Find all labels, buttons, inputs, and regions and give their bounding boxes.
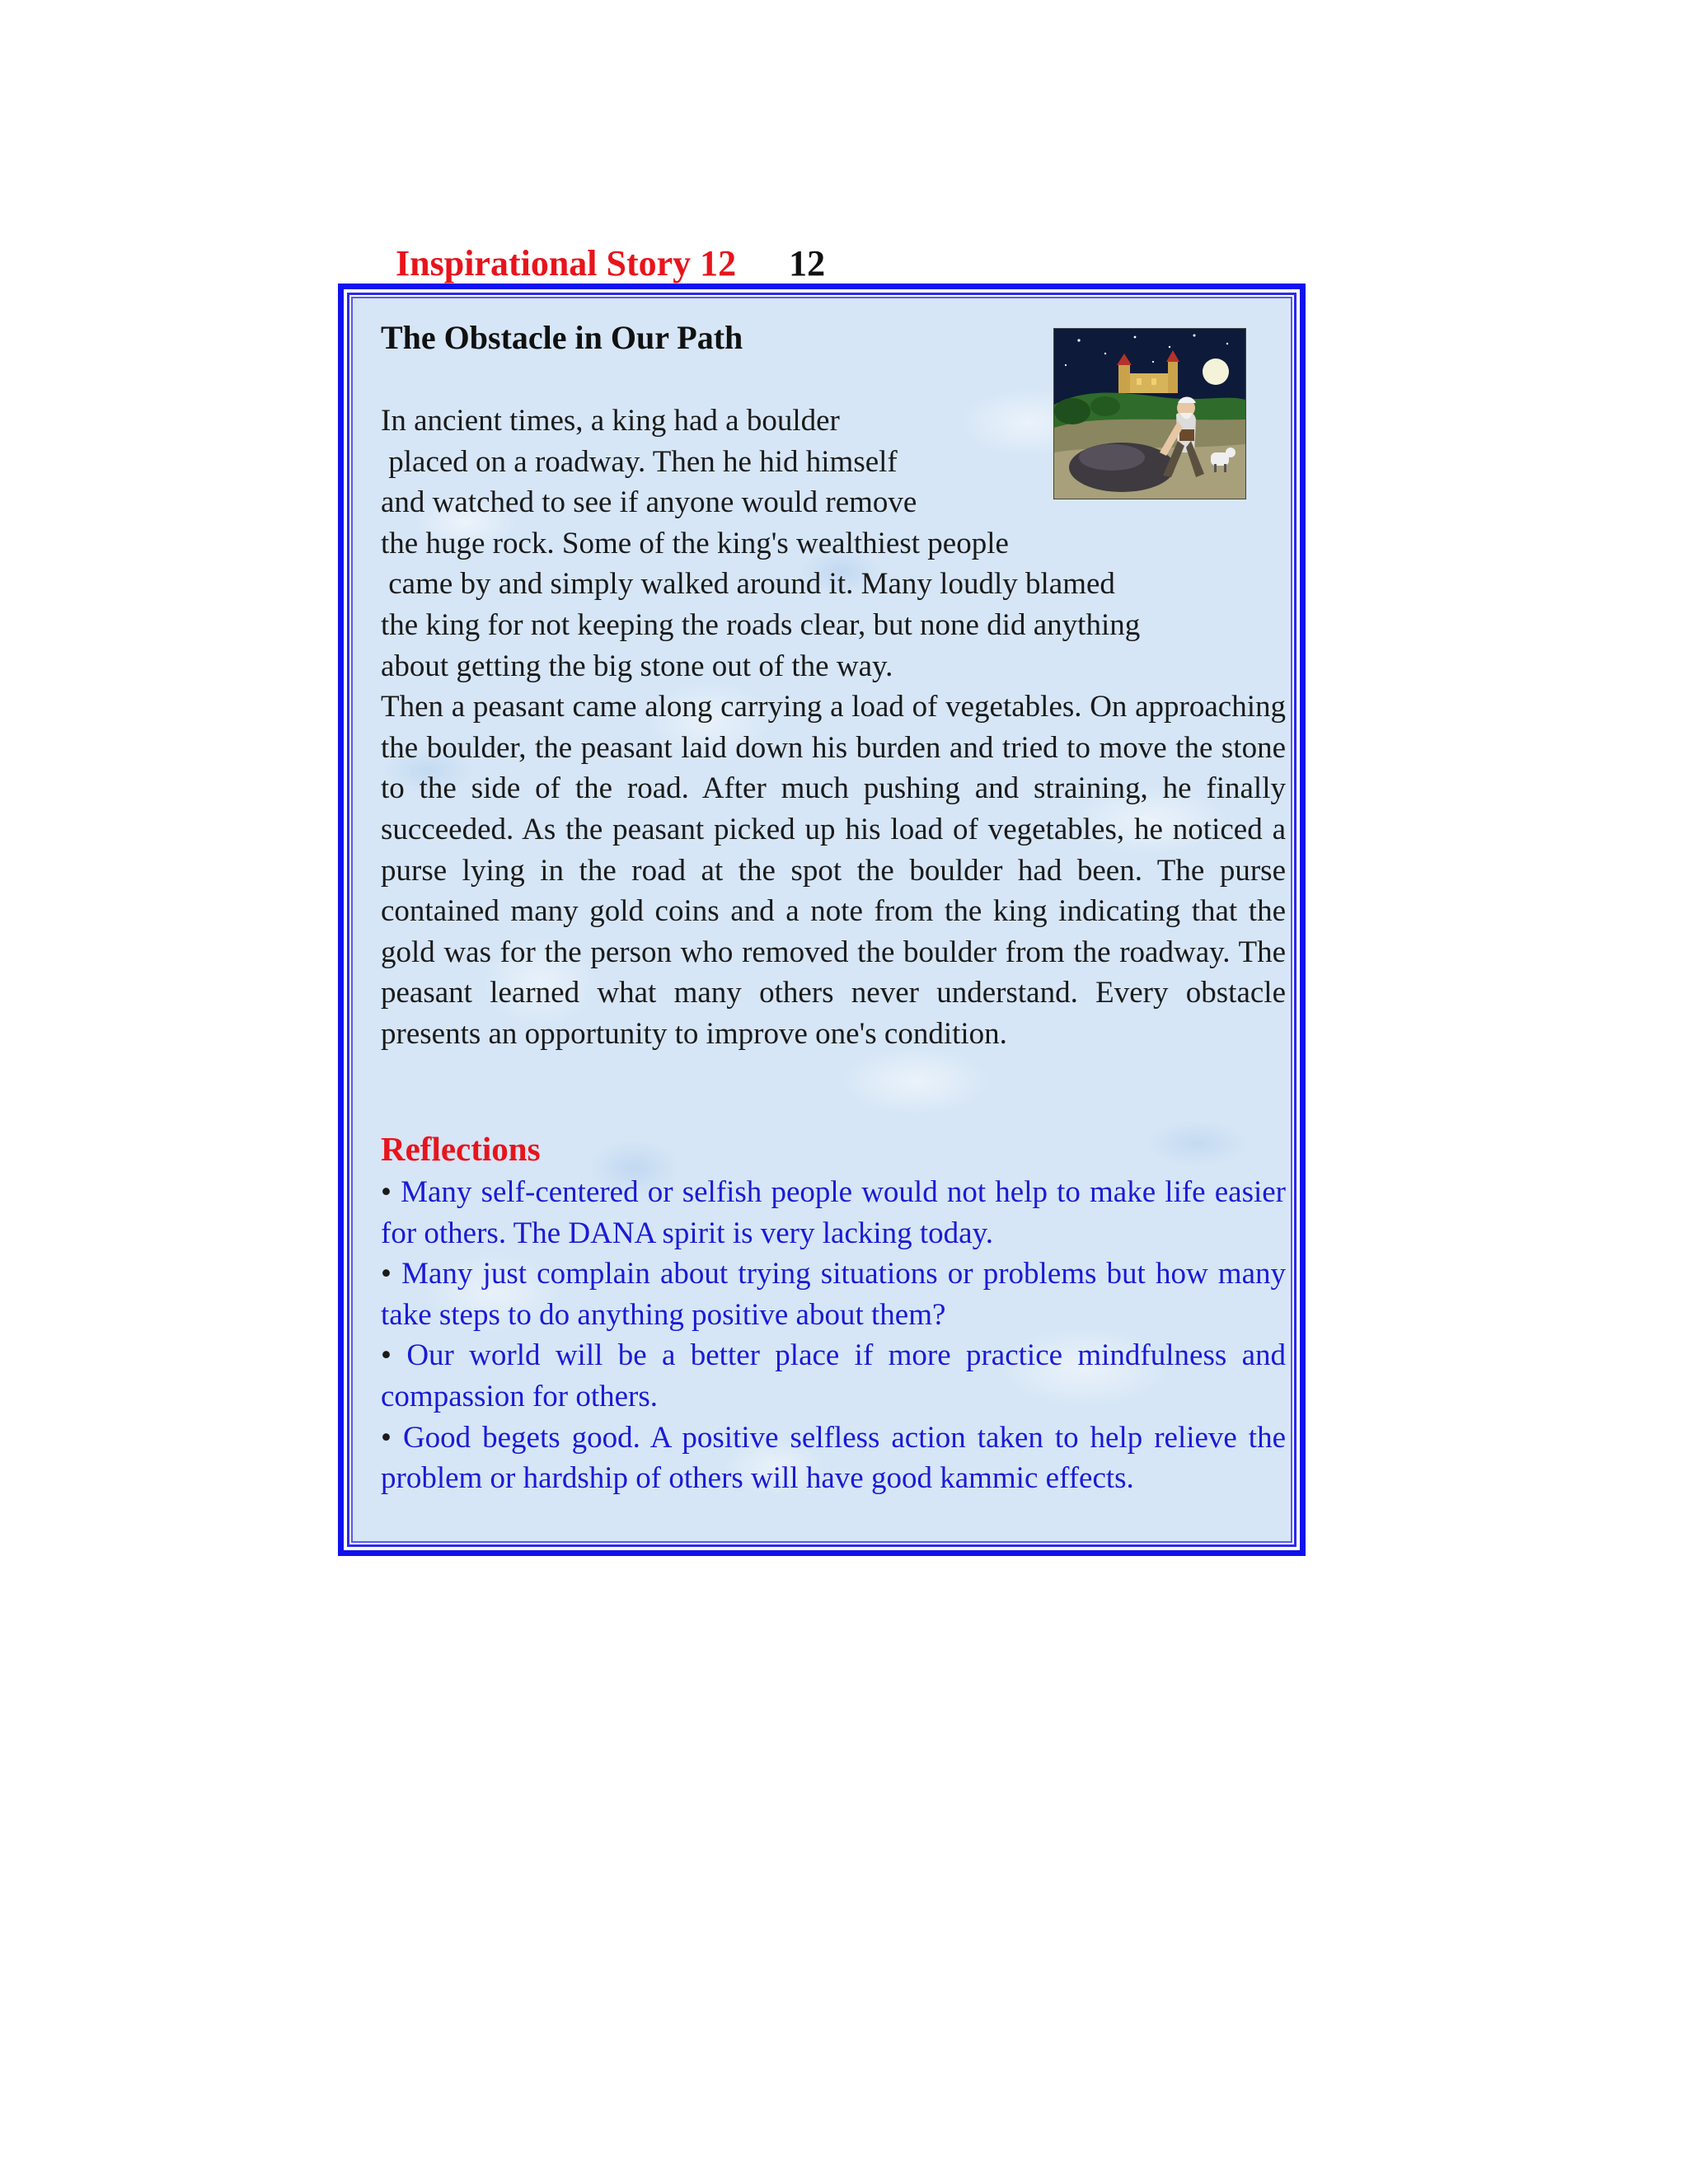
story-line: In ancient times, a king had a boulder	[381, 404, 840, 438]
story-line: about getting the big stone out of the way.	[381, 649, 893, 683]
reflection-item	[381, 1172, 1286, 1254]
reflections-heading: Reflections	[381, 1130, 541, 1168]
story-body	[381, 401, 1286, 1055]
bullet-icon: •	[381, 1420, 392, 1455]
bullet-icon: •	[381, 1338, 392, 1373]
story-title: The Obstacle in Our Path	[381, 319, 743, 356]
story-series-title: Inspirational Story 12	[396, 243, 737, 284]
story-line: the king for not keeping the roads clear, but none did anything	[381, 607, 1141, 642]
page-number: 12	[789, 243, 826, 284]
reflection-item	[381, 1335, 1286, 1417]
reflection-text: Many just complain about trying situations or problems but how many take steps to do anything positive about them?	[381, 1257, 1286, 1332]
reflection-text: Good begets good. A positive selfless action taken to help relieve the problem or hardship of others will have good kammic effects.	[381, 1420, 1287, 1496]
reflection-text: Our world will be a better place if more practice mindfulness and compassion for others.	[381, 1338, 1287, 1413]
story-line: placed on a roadway. Then he hid himself	[381, 444, 898, 479]
story-line: came by and simply walked around it. Many loudly blamed	[381, 567, 1115, 602]
page-header	[396, 241, 825, 287]
story-frame-inner	[347, 293, 1296, 1547]
story-paragraph: Then a peasant came along carrying a load of vegetables. On approaching the boulder, the peasant laid down his burden and tried to move the stone to the side of the road. After much pushing and straining, he finally succeeded. As the peasant picked up his load of vegetables, he noticed a purse lying in the road at the spot the boulder had been. The purse contained many gold coins and a note from the king indicating that the gold was for the person who removed the boulder from the roadway. The peasant learned what many others never understand. Every obstacle presents an opportunity to improve one's condition.	[381, 690, 1286, 1051]
reflection-item	[381, 1254, 1286, 1335]
bullet-icon: •	[381, 1257, 392, 1291]
reflection-item	[381, 1418, 1286, 1499]
bullet-icon: •	[381, 1175, 392, 1209]
reflection-text: Many self-centered or selfish people would not help to make life easier for others. The DANA spirit is very lacking today.	[381, 1175, 1287, 1250]
story-line: and watched to see if anyone would remove	[381, 485, 917, 520]
story-frame	[338, 284, 1306, 1556]
reflections-list	[381, 1172, 1286, 1499]
story-line: the huge rock. Some of the king's wealthiest people	[381, 526, 1009, 560]
story-panel	[351, 297, 1292, 1543]
